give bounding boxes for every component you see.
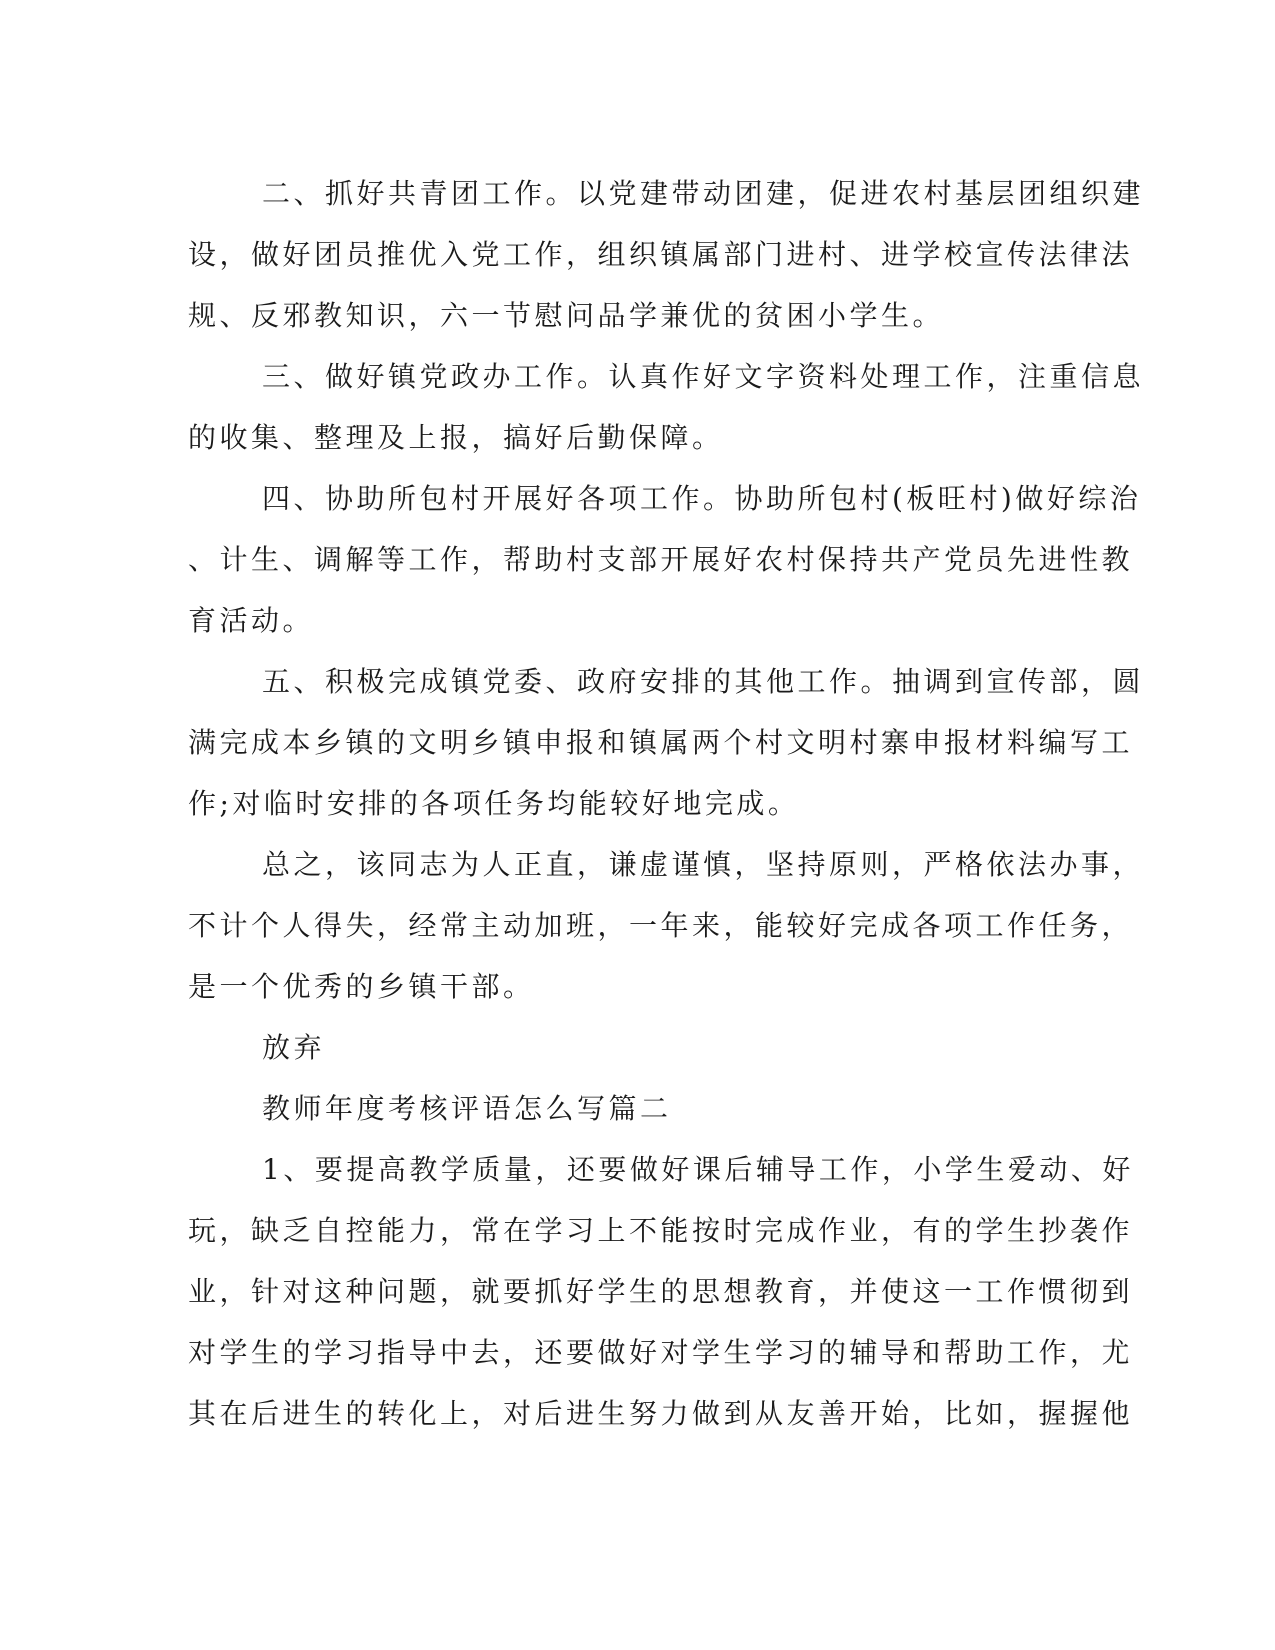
paragraph-youth-league-work: [188, 163, 1145, 346]
text-line: 1、要提高教学质量，还要做好课后辅导工作，小学生爱动、好: [262, 1153, 1134, 1186]
text-line: 育活动。: [188, 604, 315, 637]
text-line: 满完成本乡镇的文明乡镇申报和镇属两个村文明村寨申报材料编写工: [188, 726, 1134, 759]
text-line: 总之，该同志为人正直，谦虚谨慎，坚持原则，严格依法办事，: [262, 848, 1145, 881]
text-line: 玩，缺乏自控能力，常在学习上不能按时完成作业，有的学生抄袭作: [188, 1214, 1134, 1247]
paragraph-teaching-quality: [188, 1139, 1134, 1444]
text-line: 其在后进生的转化上，对后进生努力做到从友善开始，比如，握握他: [188, 1397, 1134, 1430]
section-heading: [188, 1078, 1068, 1139]
paragraph-village-assistance: [188, 468, 1142, 651]
paragraph-summary: [188, 834, 1145, 1017]
text-line: 教师年度考核评语怎么写篇二: [262, 1092, 672, 1125]
text-line: 四、协助所包村开展好各项工作。协助所包村(板旺村)做好综治: [262, 482, 1142, 515]
paragraph-other-tasks: [188, 651, 1145, 834]
text-line: 二、抓好共青团工作。以党建带动团建，促进农村基层团组织建: [262, 177, 1145, 210]
text-line: 是一个优秀的乡镇干部。: [188, 970, 535, 1003]
text-line: 三、做好镇党政办工作。认真作好文字资料处理工作，注重信息: [262, 360, 1145, 393]
text-line: 放弃: [262, 1031, 326, 1064]
text-line: 业，针对这种问题，就要抓好学生的思想教育，并使这一工作惯彻到: [188, 1275, 1134, 1308]
paragraph-abandon: [188, 1017, 1068, 1078]
text-line: 五、积极完成镇党委、政府安排的其他工作。抽调到宣传部，圆: [262, 665, 1145, 698]
text-line: 的收集、整理及上报，搞好后勤保障。: [188, 421, 724, 454]
text-line: 规、反邪教知识，六一节慰问品学兼优的贫困小学生。: [188, 299, 945, 332]
text-line: 、计生、调解等工作，帮助村支部开展好农村保持共产党员先进性教: [188, 543, 1134, 576]
text-line: 设，做好团员推优入党工作，组织镇属部门进村、进学校宣传法律法: [188, 238, 1134, 271]
document-body: [188, 163, 1145, 1444]
paragraph-party-office-work: [188, 346, 1145, 468]
text-line: 不计个人得失，经常主动加班，一年来，能较好完成各项工作任务，: [188, 909, 1134, 942]
text-line: 对学生的学习指导中去，还要做好对学生学习的辅导和帮助工作，尤: [188, 1336, 1134, 1369]
text-line: 作;对临时安排的各项任务均能较好地完成。: [188, 787, 800, 820]
